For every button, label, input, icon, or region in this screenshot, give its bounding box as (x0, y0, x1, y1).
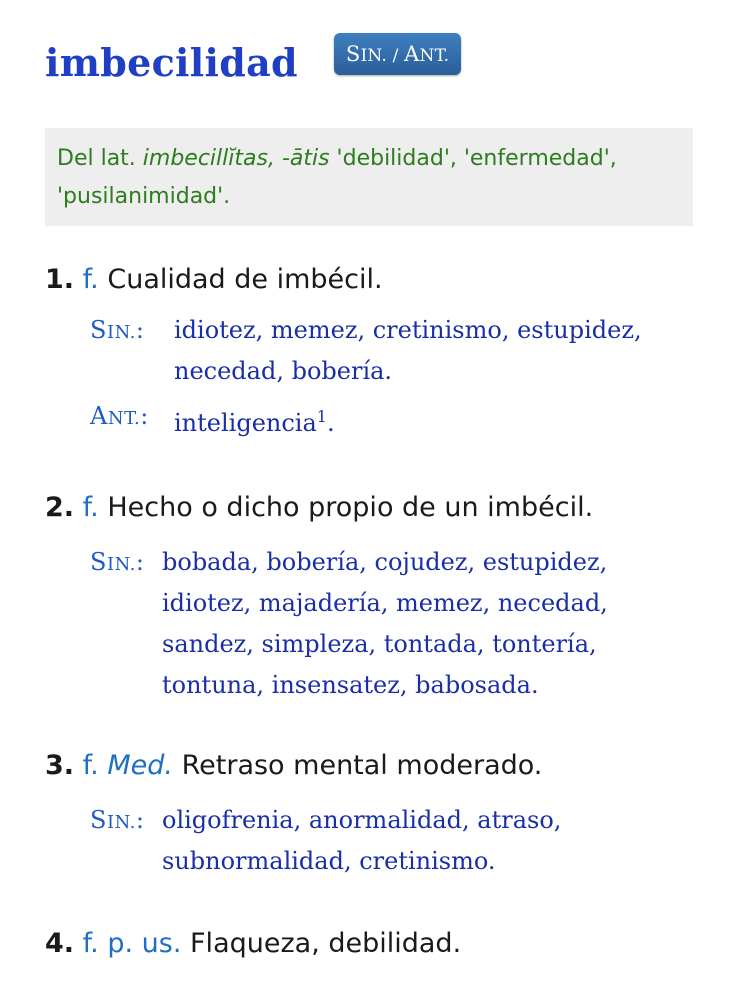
etymology-latin: imbecillĭtas, -ātis (142, 146, 330, 171)
sense-definition: Cualidad de imbécil. (107, 264, 383, 295)
sense-definition: Flaqueza, debilidad. (190, 928, 462, 959)
abbr-feminine[interactable]: f. (82, 928, 99, 959)
synonyms-label: SIN.: (90, 548, 145, 576)
sense-definition: Hecho o dicho propio de un imbécil. (107, 492, 594, 523)
sense-definition: Retraso mental moderado. (181, 750, 543, 781)
synonyms-list[interactable]: bobada, bobería, cojudez, estupidez, idiotez, majadería, memez, necedad, sandez, simpleza, tontada, tontería, tontuna, insensatez, babosada. (162, 548, 608, 699)
entry-header (45, 0, 693, 112)
sense-number: 4. (45, 928, 75, 959)
antonyms-label: ANT.: (90, 402, 149, 430)
synonyms-row (90, 542, 693, 706)
sense-3 (45, 744, 693, 788)
sense-3-synonyms-block (45, 800, 693, 882)
synonyms-list[interactable]: oligofrenia, anormalidad, atraso, subnormalidad, cretinismo. (162, 806, 562, 875)
sense-1-synonyms-block (45, 310, 693, 444)
abbr-medicine[interactable]: Med. (107, 750, 173, 781)
synonyms-row (90, 310, 693, 392)
abbr-feminine[interactable]: f. (82, 492, 99, 523)
synonyms-label: SIN.: (90, 316, 145, 344)
sense-number: 1. (45, 264, 75, 295)
sense-1 (45, 258, 693, 302)
abbr-feminine[interactable]: f. (82, 750, 99, 781)
synonyms-list[interactable]: idiotez, memez, cretinismo, estupidez, necedad, bobería. (174, 316, 642, 385)
sense-number: 3. (45, 750, 75, 781)
sense-number: 2. (45, 492, 75, 523)
abbr-feminine[interactable]: f. (82, 264, 99, 295)
antonyms-list[interactable]: inteligencia$^1$. (174, 407, 335, 437)
antonyms-row (90, 396, 693, 444)
sense-2-synonyms-block (45, 542, 693, 706)
etymology: Del lat. imbecillĭtas, -ātis 'debilidad', 'enfermedad', 'pusilanimidad'. (45, 128, 693, 226)
sense-4 (45, 922, 693, 966)
synonyms-antonyms-button[interactable]: SIN. / ANT. (334, 33, 461, 75)
abbr-rarely-used[interactable]: p. us. (107, 928, 182, 959)
headword: imbecilidad (45, 39, 298, 85)
synonyms-label: SIN.: (90, 806, 145, 834)
synonyms-row (90, 800, 693, 882)
sense-2 (45, 486, 693, 530)
